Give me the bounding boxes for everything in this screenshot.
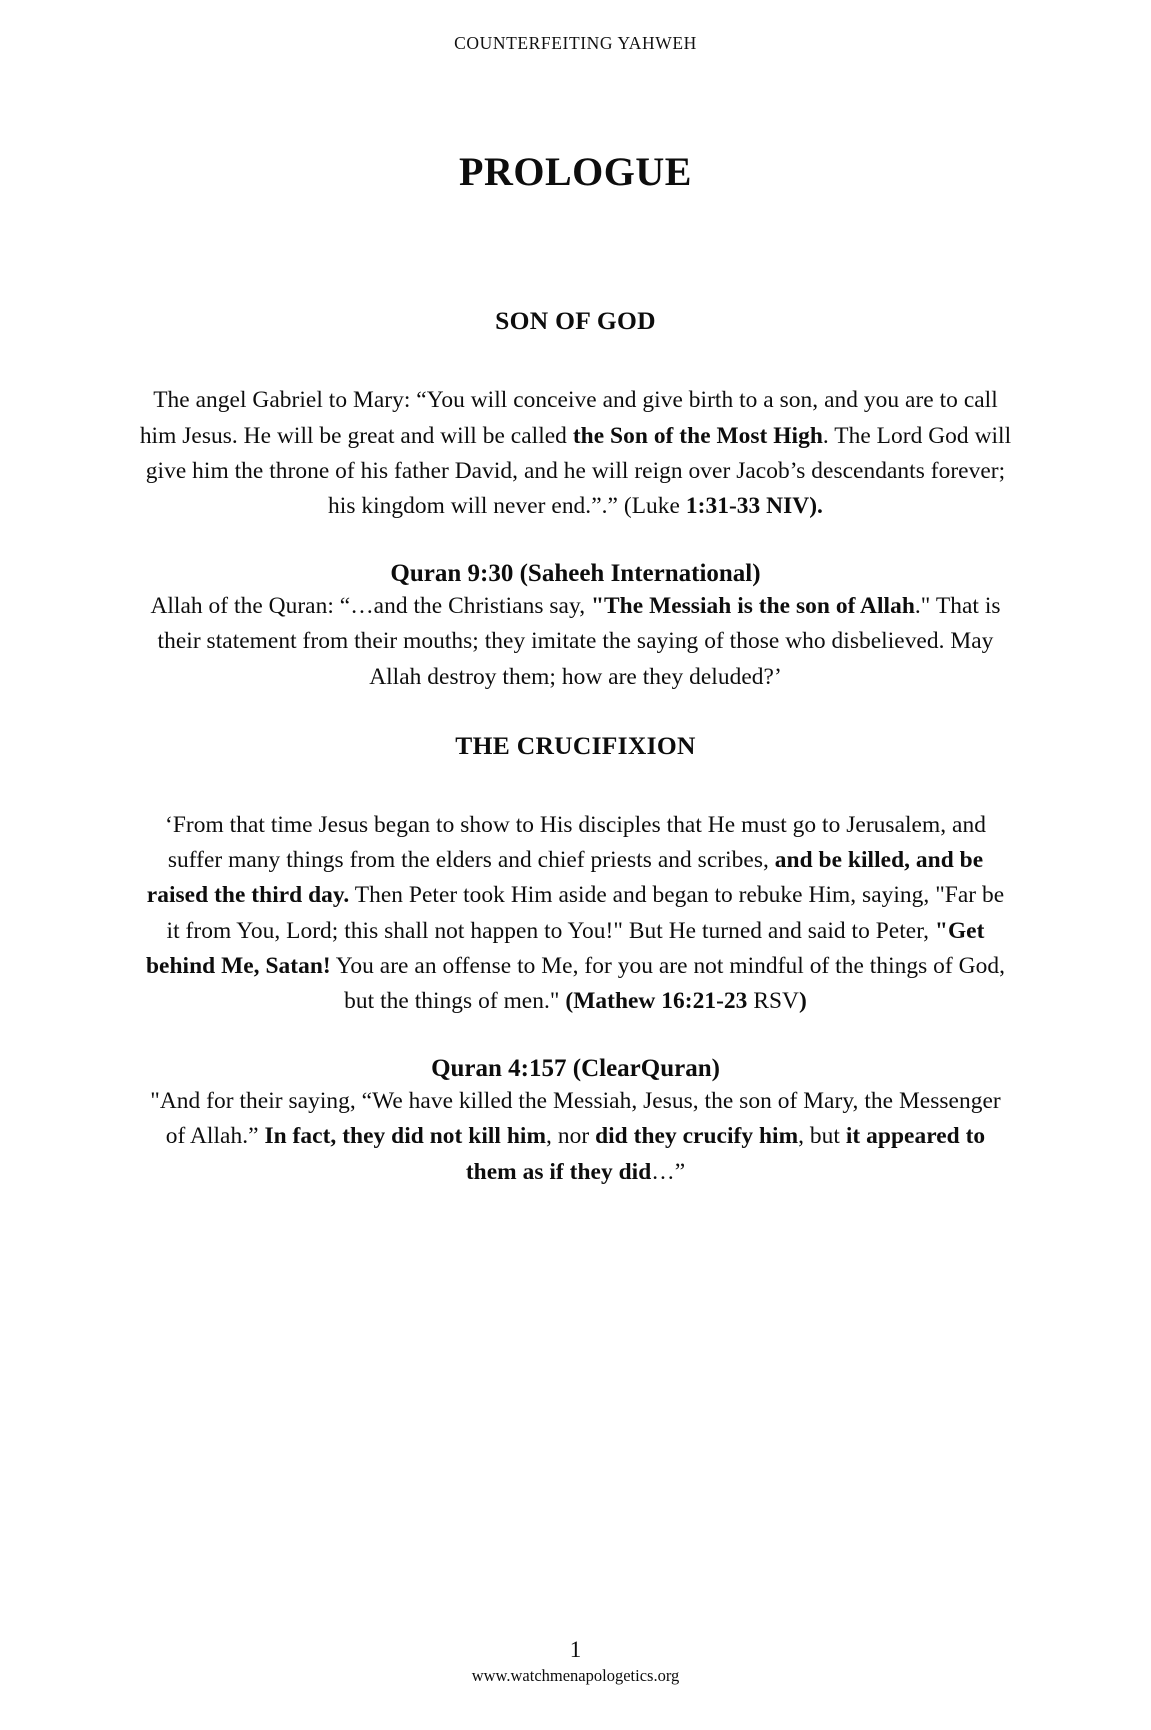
spacer	[138, 695, 1013, 731]
body-text: …”	[651, 1158, 686, 1185]
site-url: www.watchmenapologetics.org	[471, 1666, 680, 1685]
running-head: COUNTERFEITING YAHWEH	[454, 33, 697, 53]
quran-9-30-passage	[138, 589, 1013, 695]
emphasis-text: it appeared to them as if they did	[465, 1123, 986, 1185]
emphasis-text: 1:31-33 NIV).	[685, 492, 823, 519]
emphasis-text: "Get behind Me, Satan!	[146, 917, 985, 979]
section-heading-son-of-god: SON OF GOD	[495, 306, 656, 335]
emphasis-text: did they crucify him	[595, 1123, 799, 1150]
page-title: PROLOGUE	[459, 149, 692, 194]
page-number: 1	[569, 1637, 582, 1662]
citation-heading-quran-9-30: Quran 9:30 (Saheeh International)	[390, 560, 761, 588]
body-text: RSV	[747, 988, 799, 1015]
quran-4-157-passage	[138, 1084, 1013, 1190]
body-text: , nor	[546, 1123, 596, 1150]
body-text: ‘From that time Jesus began to show to His disciples that He must go to Jerusalem, and suffer many things from the elders and chief priests and scribes,	[165, 812, 986, 874]
emphasis-text: )	[799, 988, 807, 1015]
body-text: Allah of the Quran: “…and the Christians say,	[150, 593, 591, 620]
emphasis-text: In fact, they did not kill him	[264, 1123, 547, 1150]
emphasis-text: "The Messiah is the son of Allah	[591, 593, 915, 620]
spacer	[138, 1019, 1013, 1054]
emphasis-text: the Son of the Most High	[572, 422, 823, 449]
body-text: . The Lord God will give him the throne of his father David, and he will reign over Jacob’s descendants forever; his kingdom will never end.”.” (Luke	[145, 422, 1012, 519]
emphasis-text: and be killed, and be raised the third day.	[146, 847, 984, 909]
matthew-passage	[138, 808, 1013, 1019]
citation-heading-quran-4-157: Quran 4:157 (ClearQuran)	[431, 1055, 720, 1083]
spacer	[138, 524, 1013, 559]
page-footer	[0, 1636, 1151, 1688]
body-text: ." That is their statement from their mouths; they imitate the saying of those who disbelieved. May Allah destroy them; how are they deluded?’	[157, 593, 1001, 690]
body-text: "And for their saying, “We have killed the Messiah, Jesus, the son of Mary, the Messenger of Allah.”	[150, 1088, 1001, 1150]
spacer	[138, 194, 1013, 306]
body-text: You are an offense to Me, for you are not mindful of the things of God, but the things of men."	[330, 952, 1005, 1015]
emphasis-text: (Mathew 16:21-23	[565, 988, 748, 1015]
body-text: , but	[798, 1123, 846, 1150]
body-text: The angel Gabriel to Mary: “You will conceive and give birth to a son, and you are to call him Jesus. He will be great and will be called	[139, 387, 998, 449]
body-text: Then Peter took Him aside and began to rebuke Him, saying, "Far be it from You, Lord; this shall not happen to You!" But He turned and said to Peter,	[166, 882, 1005, 944]
spacer	[138, 760, 1013, 808]
section-heading-the-crucifixion: THE CRUCIFIXION	[455, 730, 696, 760]
page-content	[138, 150, 1013, 1190]
luke-passage	[138, 383, 1013, 524]
spacer	[138, 335, 1013, 383]
